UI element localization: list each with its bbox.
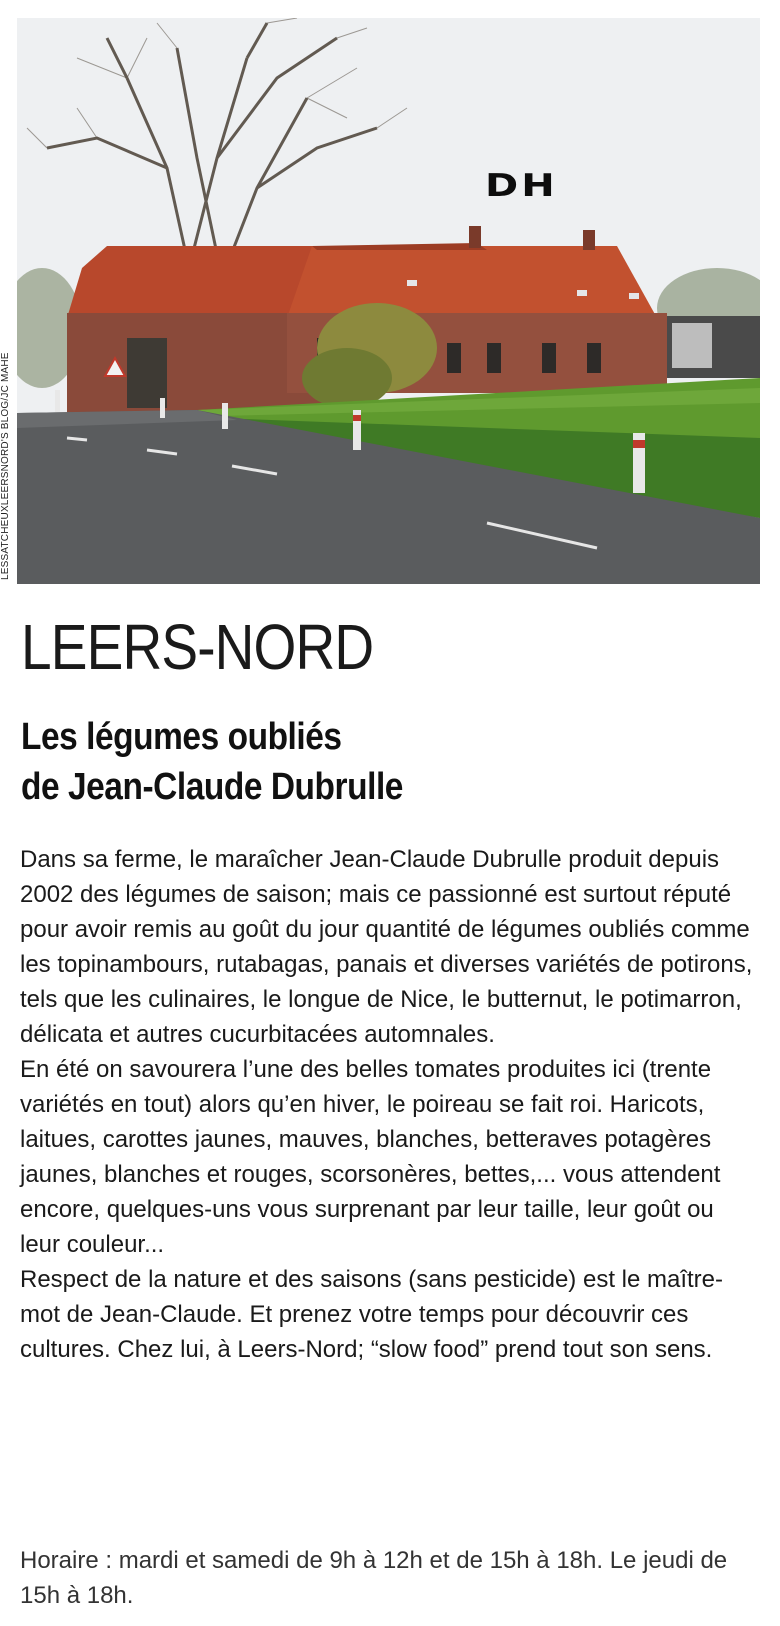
kicker-location: LEERS-NORD [21,611,374,683]
headline-line-2: de Jean-Claude Dubrulle [21,766,403,808]
farm-photo [17,18,760,584]
paragraph-2: En été on savourera l’une des belles tomates produites ici (trente variétés en tout) alors qu’en hiver, le poireau se fait roi. Haricots, laitues, carottes jaunes, mauves, blanches, betteraves potagères jaunes, blanches et rouges, scorsonères, bettes,... vous attendent encore, quelques-uns vous surprenant par leur taille, leur goût ou leur couleur... [20,1056,721,1258]
dh-logo: DH [485,168,558,204]
headline [21,712,637,812]
opening-hours: Horaire : mardi et samedi de 9h à 12h et de 15h à 18h. Le jeudi de 15h à 18h. [20,1547,728,1609]
paragraph-3: Respect de la nature et des saisons (sans pesticide) est le maître-mot de Jean-Claude. Et prenez votre temps pour découvrir ces cultures. Chez lui, à Leers-Nord; “slow food” prend tout son sens. [20,1266,724,1363]
article-body [20,842,760,1367]
photo-credit: LESSATCHEUXLEERSNORD'S BLOG/JC MAHE [0,352,11,580]
headline-line-1: Les légumes oubliés [21,716,342,758]
farm-illustration [17,18,760,584]
paragraph-1: Dans sa ferme, le maraîcher Jean-Claude Dubrulle produit depuis 2002 des légumes de saison; mais ce passionné est surtout réputé pour avoir remis au goût du jour quantité de légumes oubliés comme les topinambours, rutabagas, panais et diverses variétés de potirons, tels que les culinaires, le longue de Nice, le butternut, le potimarron, délicata et autres cucurbitacées automnales. [20,846,753,1048]
